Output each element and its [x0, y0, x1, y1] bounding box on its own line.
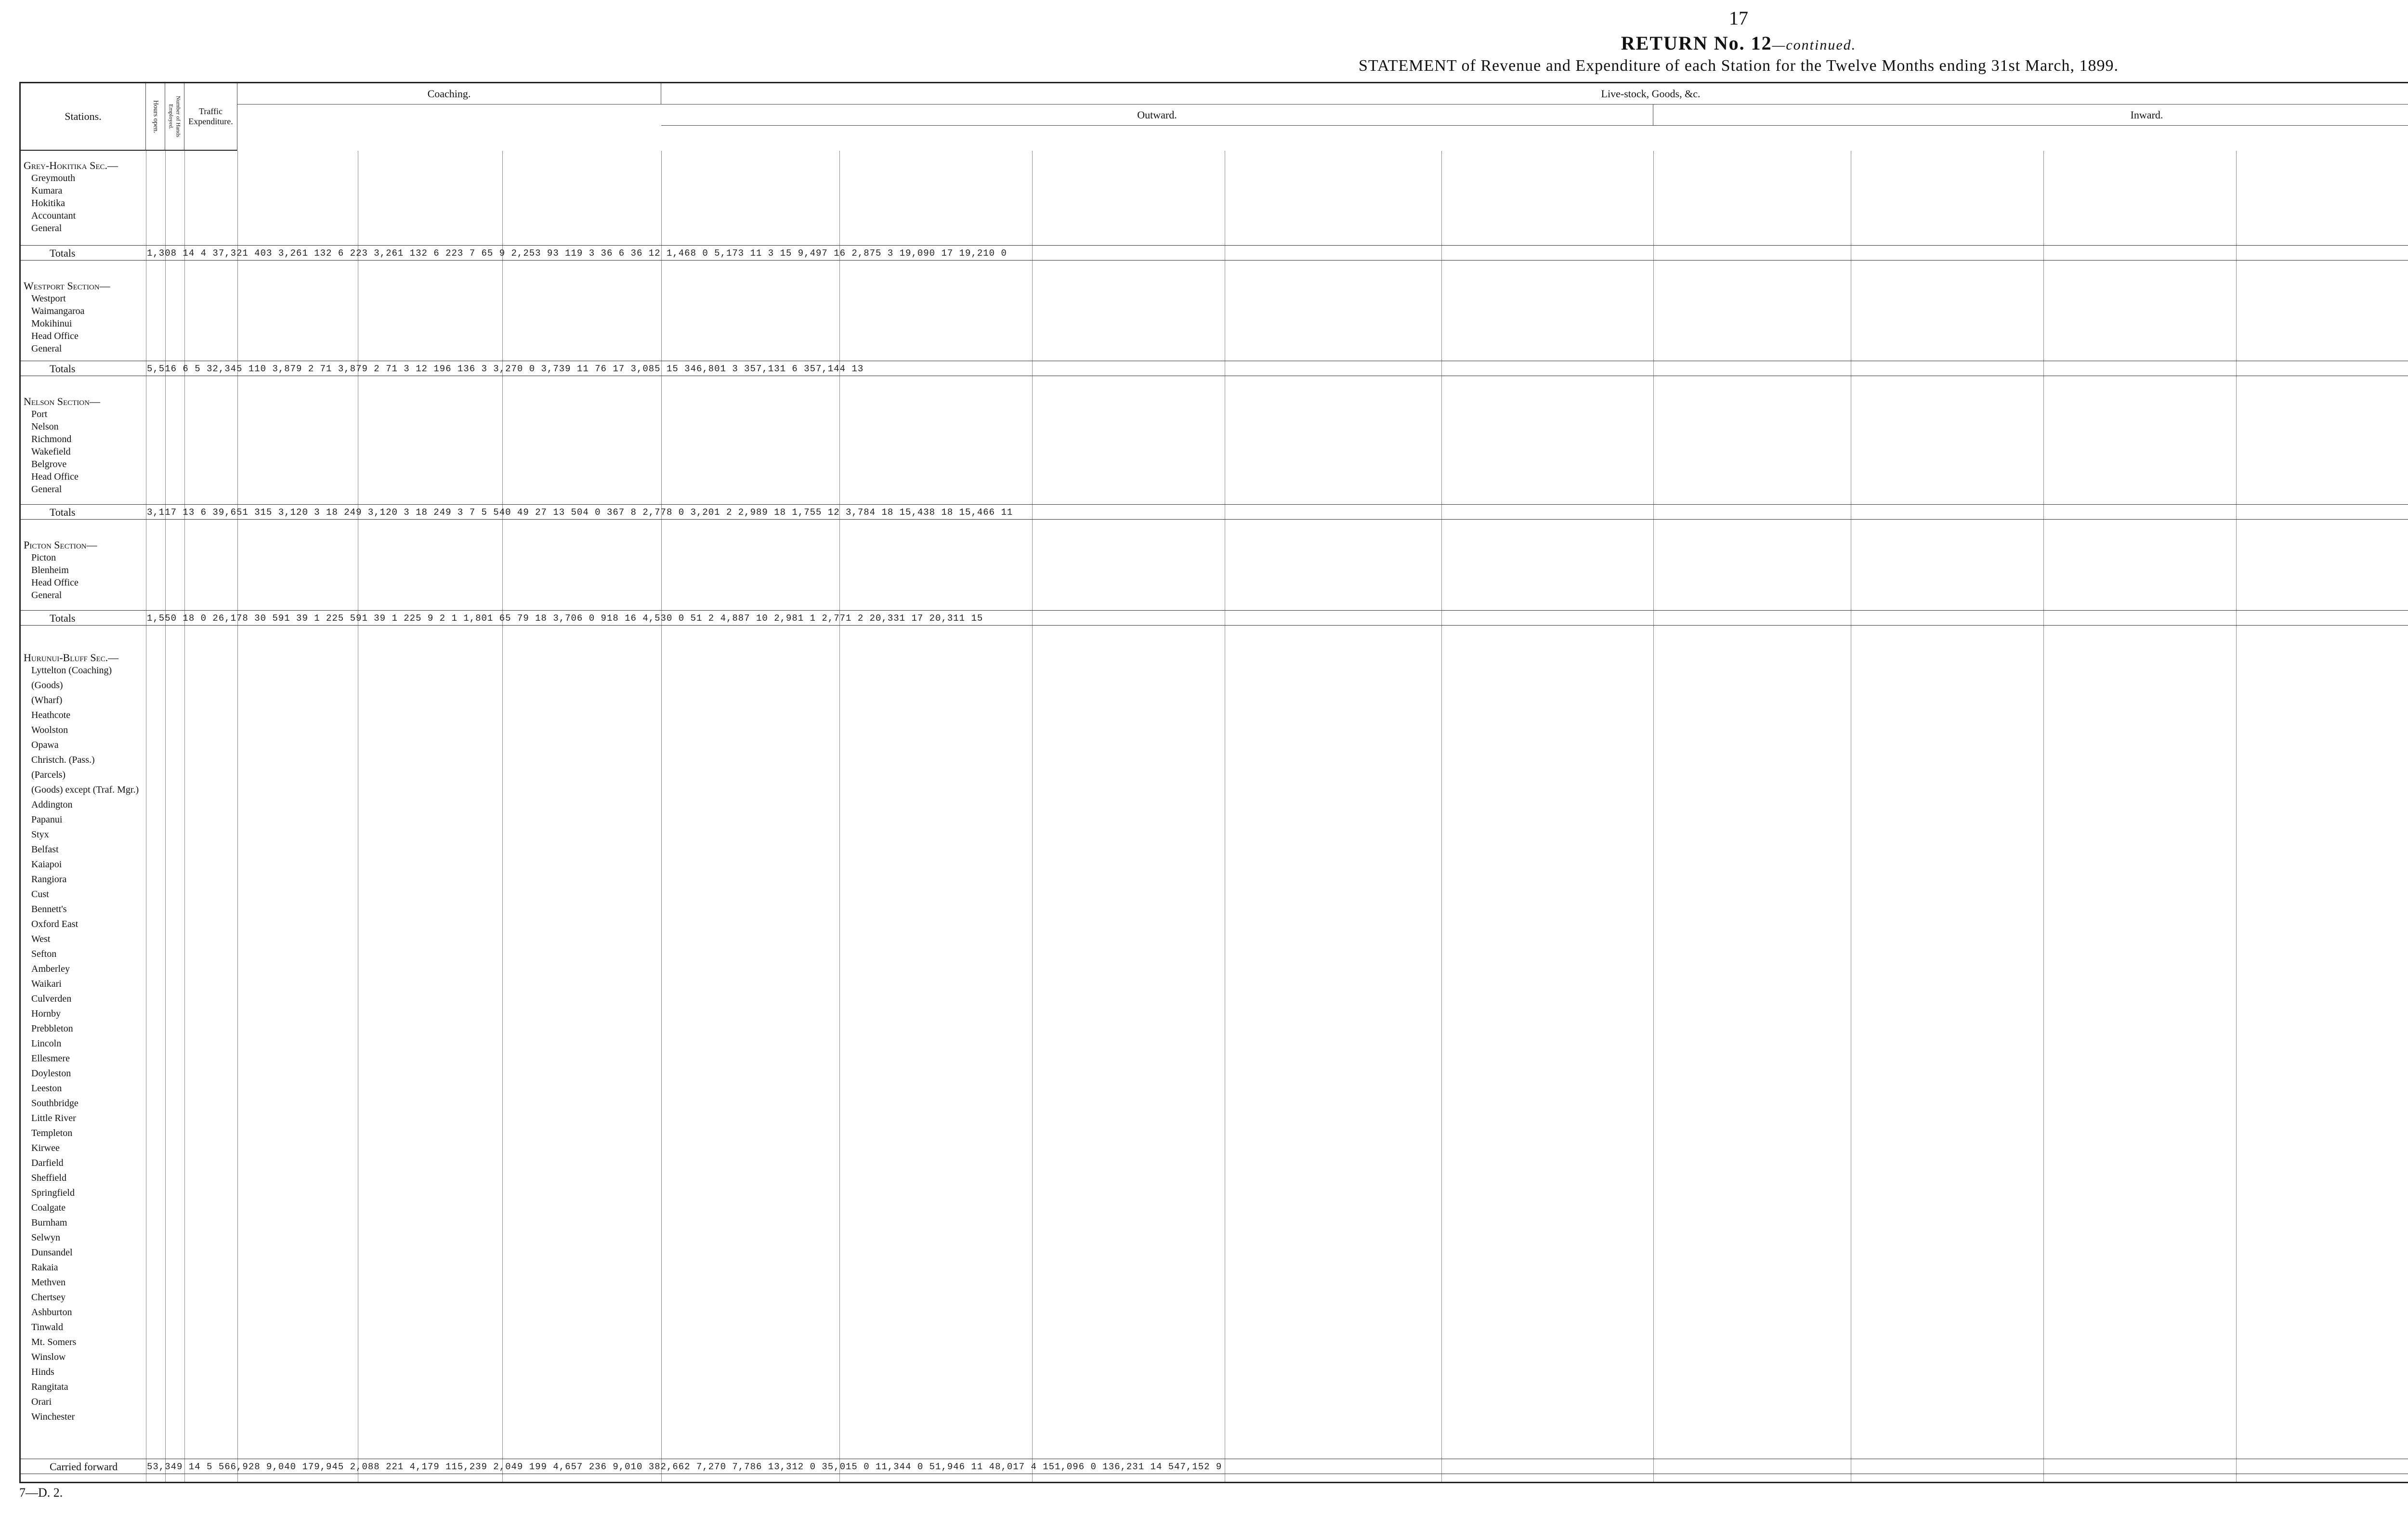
station-name: Sefton: [31, 949, 57, 959]
station-name: Kumara: [31, 185, 63, 196]
station-name: Kaiapoi: [31, 859, 62, 870]
station-name: Westport: [31, 293, 66, 304]
station-name: Southbridge: [31, 1098, 79, 1109]
statement-title: STATEMENT of Revenue and Expenditure of each Station for the Twelve Months ending 31st March, 1899.: [1359, 57, 2119, 75]
station-name: Selwyn: [31, 1232, 60, 1243]
station-name: Woolston: [31, 725, 68, 735]
station-name: Methven: [31, 1277, 66, 1288]
station-name: (Goods): [31, 680, 63, 691]
station-name: General: [31, 343, 62, 354]
station-name: Opawa: [31, 740, 59, 750]
column-rule: [502, 151, 503, 1482]
page-number: 17: [1729, 7, 1748, 29]
station-name: Mt. Somers: [31, 1337, 77, 1347]
station-name: Head Office: [31, 577, 79, 588]
station-name: Wakefield: [31, 446, 71, 457]
column-rule: [2236, 151, 2237, 1482]
station-name: (Goods) except (Traf. Mgr.): [31, 784, 139, 795]
station-name: Mokihinui: [31, 318, 72, 329]
column-rule: [1653, 151, 1654, 1482]
station-name: Papanui: [31, 814, 63, 825]
page-footer: 7—D. 2.: [19, 1486, 63, 1500]
station-name: Rangitata: [31, 1382, 68, 1392]
column-rule: [1032, 151, 1033, 1482]
station-name: Amberley: [31, 964, 70, 974]
ledger-table: [19, 82, 2408, 1483]
column-rule: [237, 151, 238, 1482]
station-name: Sheffield: [31, 1173, 66, 1183]
col-hours-open: Hours open.: [146, 83, 165, 151]
station-name: Oxford East: [31, 919, 79, 929]
stations-column-left: [21, 151, 146, 1482]
station-name: Port: [31, 409, 48, 419]
station-name: Head Office: [31, 471, 79, 482]
column-rule: [184, 151, 185, 1482]
column-rule: [1441, 151, 1442, 1482]
station-name: General: [31, 223, 62, 234]
station-name: West: [31, 934, 51, 944]
station-name: Lincoln: [31, 1038, 62, 1049]
station-name: Winchester: [31, 1411, 75, 1422]
station-name: Belgrove: [31, 459, 67, 470]
station-name: (Parcels): [31, 770, 66, 780]
station-name: Lyttelton (Coaching): [31, 665, 112, 676]
station-name: Little River: [31, 1113, 76, 1123]
westport-totals-figures: 5,516 6 5 32,345 110 3,879 2 71 3,879 2 71 3 12 196 136 3 3,270 0 3,739 11 76 17 3,085 15 346,801 3 357,131 6 357,144 13: [147, 364, 864, 374]
station-name: Nelson: [31, 421, 59, 432]
picton-totals-figures: 1,550 18 0 26,178 30 591 39 1 225 591 39 1 225 9 2 1 1,801 65 79 18 3,706 0 918 16 4,530 0 51 2 4,887 10 2,981 1 2,771 2 20,331 17 20,311 15: [147, 613, 983, 624]
group-inward: Inward.: [1653, 104, 2408, 126]
group-live-stock-goods: Live-stock, Goods, &c.: [661, 83, 2408, 104]
station-name: Orari: [31, 1397, 52, 1407]
totals-label: Totals: [50, 612, 76, 624]
station-name: Doyleston: [31, 1068, 71, 1079]
station-name: Addington: [31, 799, 73, 810]
station-name: Bennett's: [31, 904, 67, 914]
station-name: Waikari: [31, 979, 62, 989]
station-name: Darfield: [31, 1158, 64, 1168]
col-traffic-expenditure: Traffic Expenditure.: [184, 83, 237, 151]
station-name: Picton: [31, 552, 56, 563]
station-name: Ellesmere: [31, 1053, 70, 1064]
column-rule: [165, 151, 166, 1482]
station-name: Tinwald: [31, 1322, 63, 1332]
station-name: Templeton: [31, 1128, 73, 1138]
station-name: Ashburton: [31, 1307, 72, 1318]
carried-forward-label: Carried forward: [50, 1461, 118, 1473]
station-name: Head Office: [31, 331, 79, 341]
station-name: Hornby: [31, 1008, 61, 1019]
station-name: Waimangaroa: [31, 306, 85, 316]
section-title: Picton Section—: [24, 539, 97, 551]
nelson-totals-figures: 3,117 13 6 39,651 315 3,120 3 18 249 3,120 3 18 249 3 7 5 540 49 27 13 504 0 367 8 2,778 0 3,201 2 2,989 18 1,755 12 3,784 18 15,438 18 15,466 11: [147, 507, 1013, 518]
station-name: Winslow: [31, 1352, 66, 1362]
station-name: Chertsey: [31, 1292, 66, 1303]
station-name: Hinds: [31, 1367, 54, 1377]
group-outward: Outward.: [661, 104, 1653, 126]
station-name: Hokitika: [31, 198, 65, 209]
station-name: Burnham: [31, 1217, 67, 1228]
totals-label: Totals: [50, 363, 76, 375]
station-name: Rakaia: [31, 1262, 58, 1273]
page-header: [0, 0, 2408, 82]
station-name: Belfast: [31, 844, 59, 855]
section-title: Grey-Hokitika Sec.—: [24, 159, 118, 171]
column-rule: [661, 151, 662, 1482]
column-rule: [2043, 151, 2044, 1482]
station-name: Leeston: [31, 1083, 62, 1094]
station-name: Richmond: [31, 434, 72, 444]
col-hands-employed: Number of Hands Employed.: [165, 83, 184, 151]
station-name: Dunsandel: [31, 1247, 73, 1258]
return-title-text: RETURN No. 12: [1621, 32, 1772, 54]
station-name: Rangiora: [31, 874, 67, 885]
return-title: [0, 32, 2408, 54]
column-rule: [839, 151, 840, 1482]
col-stations: Stations.: [21, 83, 146, 151]
station-name: Christch. (Pass.): [31, 755, 95, 765]
station-name: Cust: [31, 889, 49, 900]
station-name: General: [31, 484, 62, 495]
section-title: Westport Section—: [24, 280, 110, 292]
carried-forward-figures: 53,349 14 5 566,928 9,040 179,945 2,088 221 4,179 115,239 2,049 199 4,657 236 9,010 382,662 7,270 7,786 13,312 0 35,015 0 11,344 0 51,946 11 48,017 4 151,096 0 136,231 14 547,152 9: [147, 1462, 1222, 1472]
section-title: Nelson Section—: [24, 395, 100, 407]
grey-hokitika-totals-figures: 1,308 14 4 37,321 403 3,261 132 6 223 3,261 132 6 223 7 65 9 2,253 93 119 3 36 6 36 12 1,468 0 5,173 11 3 15 9,497 16 2,875 3 19,090 17 19,210 0: [147, 248, 1007, 259]
group-coaching: Coaching.: [237, 83, 661, 104]
station-name: Culverden: [31, 993, 72, 1004]
section-title: Hurunui-Bluff Sec.—: [24, 652, 119, 664]
station-name: Prebbleton: [31, 1023, 73, 1034]
station-name: (Wharf): [31, 695, 63, 705]
station-name: Kirwee: [31, 1143, 60, 1153]
station-name: Greymouth: [31, 173, 76, 183]
station-name: Styx: [31, 829, 49, 840]
station-name: Springfield: [31, 1188, 75, 1198]
station-name: Blenheim: [31, 565, 69, 575]
station-name: General: [31, 590, 62, 601]
totals-label: Totals: [50, 506, 76, 518]
totals-label: Totals: [50, 247, 76, 259]
station-name: Heathcote: [31, 710, 71, 720]
station-name: Coalgate: [31, 1202, 66, 1213]
station-name: Accountant: [31, 210, 76, 221]
return-continued: —continued.: [1772, 37, 1857, 53]
